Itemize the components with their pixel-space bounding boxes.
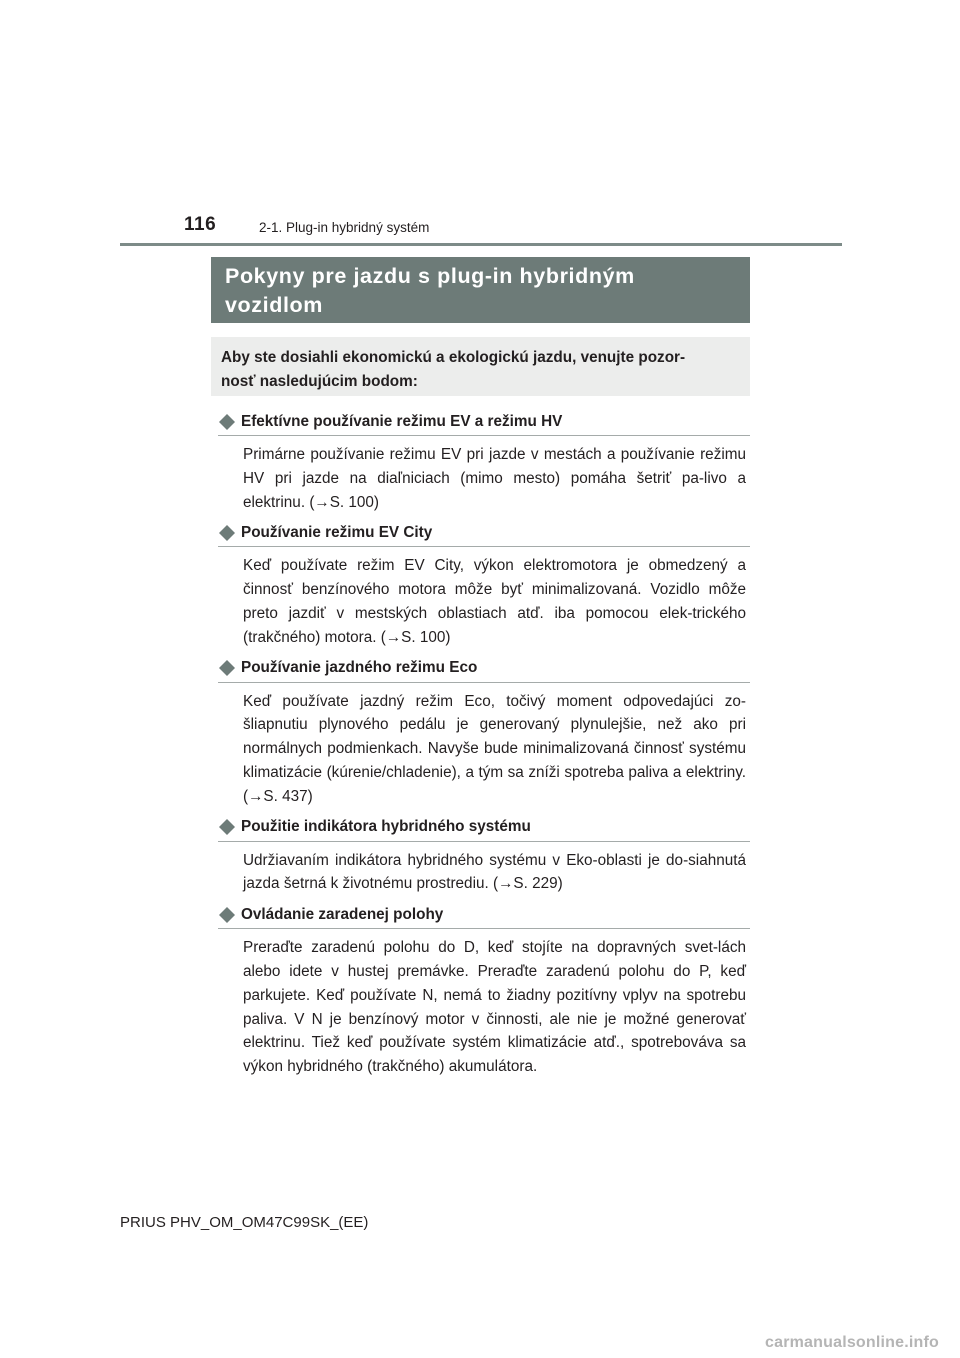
section-heading-text: Používanie jazdného režimu Eco bbox=[241, 659, 478, 677]
intro-box bbox=[211, 337, 750, 396]
diamond-icon bbox=[218, 659, 236, 677]
intro-line-2: nosť nasledujúcim bodom: bbox=[221, 373, 418, 390]
section-hybrid-indicator bbox=[218, 816, 750, 897]
section-body: Primárne používanie režimu EV pri jazde v mestách a používanie režimu HV pri jazde na diaľniciach (mimo mesto) pomáha šetriť pa-livo a elektrinu. (→S. 100) bbox=[243, 446, 746, 511]
section-heading-text: Ovládanie zaradenej polohy bbox=[241, 905, 444, 923]
header-divider bbox=[120, 243, 842, 246]
section-shift-position bbox=[218, 903, 750, 1079]
section-eco-mode bbox=[218, 657, 750, 809]
section-ev-city bbox=[218, 521, 750, 649]
section-heading bbox=[218, 410, 750, 436]
section-heading bbox=[218, 521, 750, 547]
page-title bbox=[211, 257, 750, 323]
diamond-icon bbox=[218, 818, 236, 836]
section-body: Keď používate režim EV City, výkon elektromotora je obmedzený a činnosť benzínového motora môže byť minimalizovaná. Vozidlo môže preto jazdiť v mestských oblastiach atď. iba pomocou elek-trického (trakčného) motora. (→S. 100) bbox=[243, 557, 746, 646]
diamond-icon bbox=[218, 906, 236, 924]
diamond-icon bbox=[218, 413, 236, 431]
document-code: PRIUS PHV_OM_OM47C99SK_(EE) bbox=[120, 1214, 369, 1231]
section-label: 2-1. Plug-in hybridný systém bbox=[259, 220, 430, 235]
section-ev-hv bbox=[218, 410, 750, 514]
page-number: 116 bbox=[184, 214, 217, 235]
section-body: Keď používate jazdný režim Eco, točivý moment odpovedajúci zo-šliapnutiu plynového pedálu je generovaný plynulejšie, než ako pri normálnych podmienkach. Navyše bude minimalizovaná činnosť systému klimatizácie (kúrenie/chladenie), a tým sa zníži spotreba paliva a elektriny. (→S. 437) bbox=[243, 692, 746, 805]
page-title-line-2: vozidlom bbox=[225, 293, 323, 317]
section-heading-text: Použitie indikátora hybridného systému bbox=[241, 818, 531, 836]
section-heading bbox=[218, 816, 750, 842]
section-body: Preraďte zaradenú polohu do D, keď stojíte na dopravných svet-lách alebo idete v hustej premávke. Preraďte zaradenú polohu do P, keď parkujete. Keď používate N, nemá to žiadny pozitívny vplyv na spotrebu paliva. V N je benzínový motor v činnosti, ale nie je možné generovať elektrinu. Tiež keď používate systém klimatizácie atď., spotrebováva sa výkon hybridného (trakčného) akumulátora. bbox=[243, 939, 746, 1076]
watermark: carmanualsonline.info bbox=[765, 1334, 940, 1351]
diamond-icon bbox=[218, 524, 236, 542]
page-title-line-1: Pokyny pre jazdu s plug-in hybridným bbox=[225, 264, 635, 288]
section-heading bbox=[218, 657, 750, 683]
section-heading bbox=[218, 903, 750, 929]
section-body: Udržiavaním indikátora hybridného systému v Eko-oblasti je do-siahnutá jazda šetrná k životnému prostrediu. (→S. 229) bbox=[243, 851, 746, 893]
section-heading-text: Efektívne používanie režimu EV a režimu HV bbox=[241, 412, 563, 430]
intro-line-1: Aby ste dosiahli ekonomickú a ekologickú jazdu, venujte pozor- bbox=[221, 349, 686, 366]
content bbox=[218, 410, 750, 1086]
section-heading-text: Používanie režimu EV City bbox=[241, 523, 433, 541]
